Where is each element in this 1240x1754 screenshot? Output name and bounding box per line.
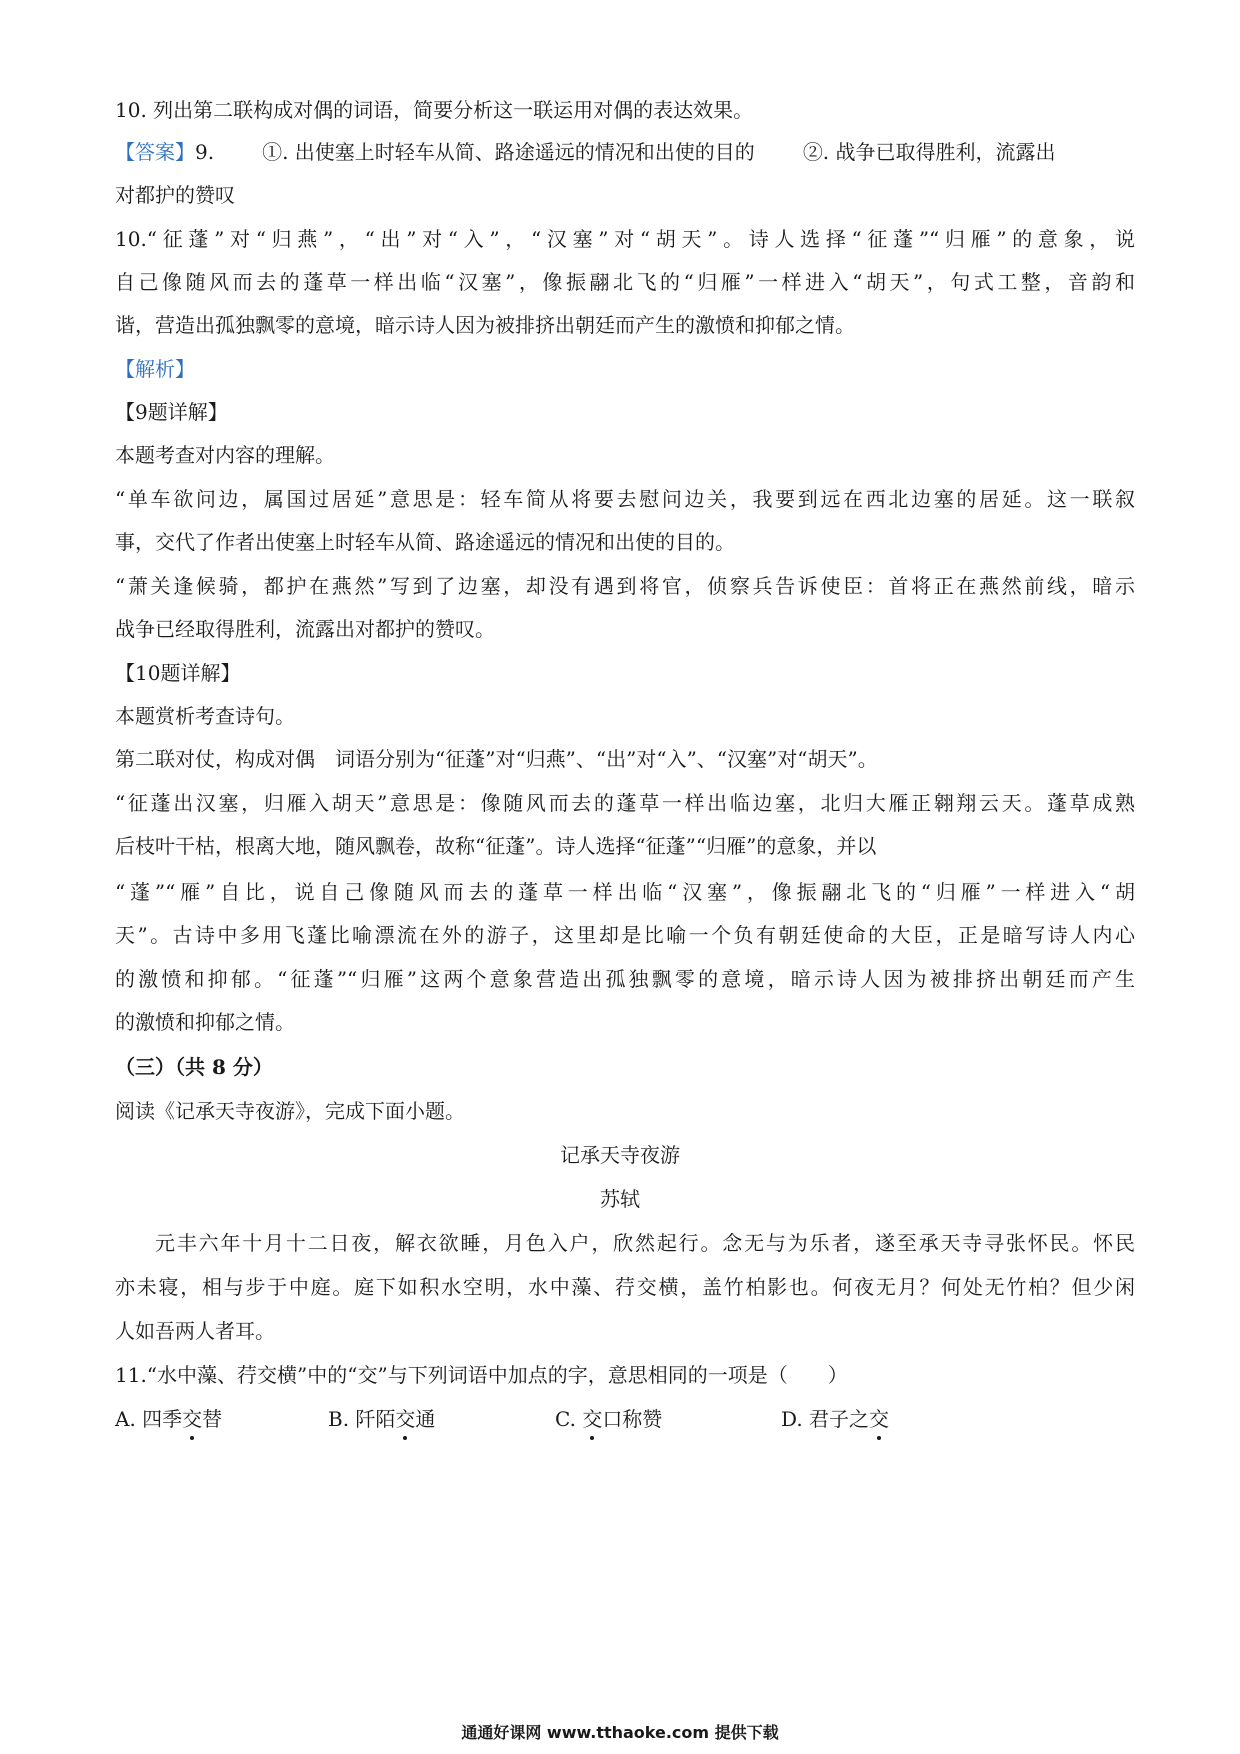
option-text: 四季: [142, 1407, 183, 1431]
question-10-prompt: 10. 列出第二联构成对偶的词语，简要分析这一联运用对偶的表达效果。: [115, 98, 754, 122]
answer-q9-line: [115, 137, 1135, 167]
analysis-q10-line: 天”。古诗中多用飞蓬比喻漂流在外的游子，这里却是比喻一个负有朝廷使命的大臣，正是暗写诗人内心: [115, 923, 1135, 947]
answer-q10-line: 10.“征蓬”对“归燕”，“出”对“入”，“汉塞”对“胡天”。诗人选择“征蓬”“归雁”的意象，说: [115, 227, 1135, 251]
analysis-q9-header: 【9题详解】: [115, 400, 228, 424]
analysis-q9-line: “萧关逢候骑，都护在燕然”写到了边塞，却没有遇到将官，侦察兵告诉使臣：首将正在燕然前线，暗示: [115, 574, 1135, 598]
dotted-character: 交: [869, 1404, 889, 1434]
analysis-q10-line: 的激愤和抑郁。“征蓬”“归雁”这两个意象营造出孤独飘零的意境，暗示诗人因为被排挤出朝廷而产生: [115, 967, 1135, 991]
question-11-prompt: 11.“水中藻、荇交横”中的“交”与下列词语中加点的字，意思相同的一项是（ ）: [115, 1363, 848, 1387]
dotted-character: 交: [637, 1272, 657, 1302]
option-b[interactable]: [328, 1404, 435, 1434]
question-11-options: [115, 1404, 1135, 1438]
option-a[interactable]: [115, 1404, 222, 1434]
passage-title: 记承天寺夜游: [560, 1143, 680, 1167]
page-footer: 通通好课网 www.tthaoke.com 提供下载: [461, 1723, 779, 1742]
analysis-q10-line: 的激愤和抑郁之情。: [115, 1010, 295, 1034]
option-text: 君子之: [809, 1407, 870, 1431]
option-letter: C.: [555, 1407, 576, 1431]
analysis-q10-line: “蓬”“雁”自比，说自己像随风而去的蓬草一样出临“汉塞”，像振翮北飞的“归雁”一样进入“胡: [115, 880, 1135, 904]
analysis-q10-line: “征蓬出汉塞，归雁入胡天”意思是：像随风而去的蓬草一样出临边塞，北归大雁正翱翔云天。蓬草成熟: [115, 791, 1135, 815]
analysis-q9-line: 事，交代了作者出使塞上时轻车从简、路途遥远的情况和出使的目的。: [115, 530, 735, 554]
analysis-tag: 【解析】: [115, 357, 195, 381]
option-d[interactable]: [781, 1404, 889, 1434]
passage-text-line: [115, 1272, 1135, 1302]
answer-tag: 【答案】: [115, 140, 195, 164]
answer-q9-part1: ①. 出使塞上时轻车从简、路途遥远的情况和出使的目的: [262, 140, 755, 164]
option-letter: A.: [115, 1407, 136, 1431]
answer-q10-line: 谐，营造出孤独飘零的意境，暗示诗人因为被排挤出朝廷而产生的激愤和抑郁之情。: [115, 313, 855, 337]
option-text: 替: [202, 1407, 223, 1431]
passage-text-segment: 横，盖竹柏影也。何夜无月？何处无竹柏？但少闲: [656, 1275, 1135, 1299]
analysis-q10-line: 本题赏析考查诗句。: [115, 704, 295, 728]
answer-q9-number: 9.: [195, 140, 215, 164]
analysis-q10-header: 【10题详解】: [115, 661, 241, 685]
answer-q9-continuation: 对都护的赞叹: [115, 183, 235, 207]
option-c[interactable]: [555, 1404, 662, 1434]
option-text: 通: [415, 1407, 436, 1431]
dotted-character: 交: [182, 1404, 202, 1434]
passage-author: 苏轼: [600, 1187, 640, 1211]
section-heading: （三）（共 8 分）: [115, 1055, 273, 1079]
analysis-q10-line: 后枝叶干枯，根离大地，随风飘卷，故称“征蓬”。诗人选择“征蓬”“归雁”的意象，并以: [115, 834, 877, 858]
analysis-q9-line: 本题考查对内容的理解。: [115, 443, 335, 467]
option-letter: D.: [781, 1407, 803, 1431]
passage-text-line: 元丰六年十月十二日夜，解衣欲睡，月色入户，欣然起行。念无与为乐者，遂至承天寺寻张怀民。怀民: [155, 1231, 1135, 1255]
dotted-character: 交: [582, 1404, 602, 1434]
option-text: 口称赞: [602, 1407, 663, 1431]
analysis-q10-line: 第二联对仗，构成对偶 词语分别为“征蓬”对“归燕”、“出”对“入”、“汉塞”对“胡天”。: [115, 747, 878, 771]
option-text: 阡陌: [355, 1407, 396, 1431]
passage-text-segment: 亦未寝，相与步于中庭。庭下如积水空明，水中藻、荇: [115, 1275, 637, 1299]
passage-text-line: 人如吾两人者耳。: [115, 1319, 275, 1343]
answer-q10-line: 自己像随风而去的蓬草一样出临“汉塞”，像振翮北飞的“归雁”一样进入“胡天”，句式工整，音韵和: [115, 270, 1135, 294]
section-intro: 阅读《记承天寺夜游》，完成下面小题。: [115, 1099, 465, 1123]
analysis-q9-line: “单车欲问边，属国过居延”意思是：轻车简从将要去慰问边关，我要到远在西北边塞的居延。这一联叙: [115, 487, 1135, 511]
answer-q9-part2: ②. 战争已取得胜利，流露出: [802, 140, 1056, 164]
option-letter: B.: [328, 1407, 350, 1431]
analysis-q9-line: 战争已经取得胜利，流露出对都护的赞叹。: [115, 617, 495, 641]
dotted-character: 交: [395, 1404, 415, 1434]
